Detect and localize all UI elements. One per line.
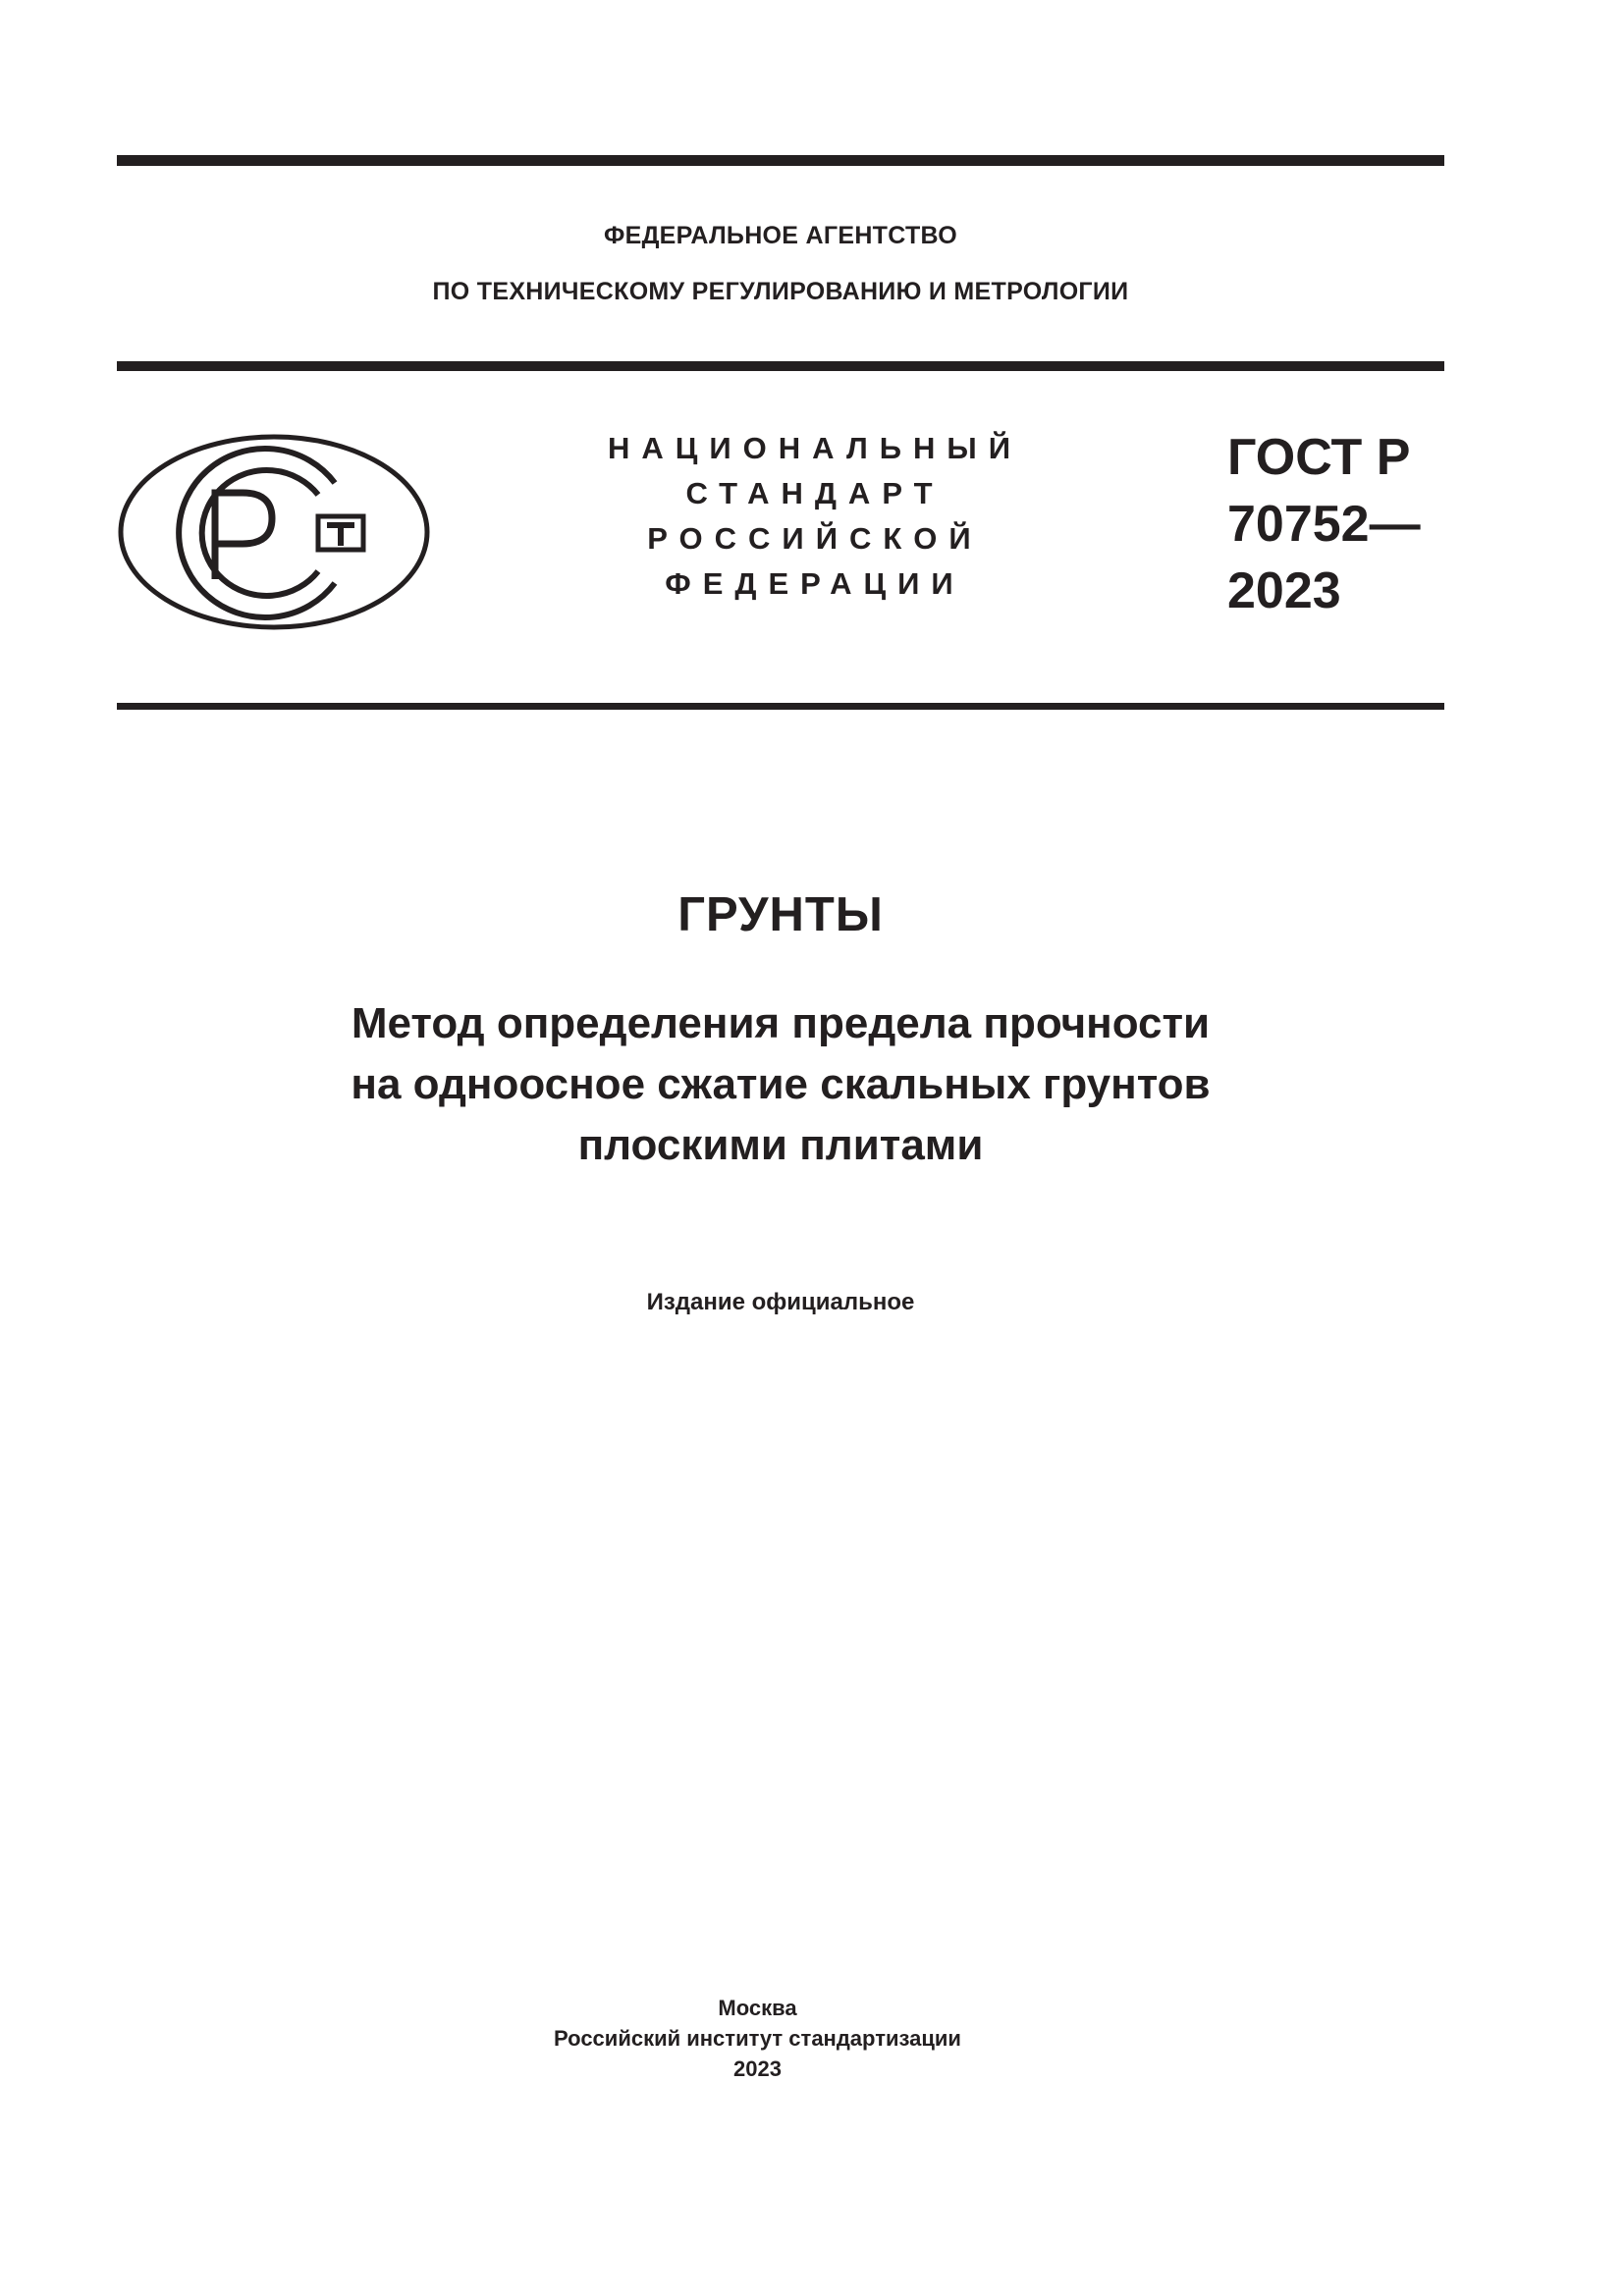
document-title: ГРУНТЫ [677, 888, 884, 941]
designation-line2: 70752— [1227, 496, 1421, 553]
standard-type [589, 426, 1041, 607]
agency-name-line1: ФЕДЕРАЛЬНОЕ АГЕНТСТВО [603, 222, 958, 249]
rst-mark-icon [117, 432, 431, 633]
top-rule [117, 155, 1444, 166]
standard-type-line4: ФЕДЕРАЦИИ [665, 566, 965, 601]
lower-rule [117, 703, 1444, 710]
document-subtitle [0, 993, 1561, 1176]
standard-designation [1227, 424, 1421, 624]
subtitle-line3: плоскими плитами [577, 1121, 984, 1169]
imprint-year: 2023 [733, 2056, 782, 2081]
imprint-publisher: Российский институт стандартизации [554, 2026, 961, 2051]
standard-type-line3: РОССИЙСКОЙ [647, 521, 983, 556]
standard-type-line2: СТАНДАРТ [685, 476, 945, 510]
designation-line3: 2023 [1227, 562, 1341, 619]
standard-type-line1: НАЦИОНАЛЬНЫЙ [607, 431, 1023, 465]
edition-note: Издание официальное [646, 1289, 915, 1315]
subtitle-line1: Метод определения предела прочности [351, 999, 1211, 1047]
middle-rule [117, 361, 1444, 371]
agency-name-line2: ПО ТЕХНИЧЕСКОМУ РЕГУЛИРОВАНИЮ И МЕТРОЛОГИИ [432, 278, 1129, 305]
subtitle-line2: на одноосное сжатие скальных грунтов [351, 1060, 1211, 1108]
imprint-city: Москва [718, 1996, 797, 2020]
designation-line1: ГОСТ Р [1227, 429, 1411, 486]
imprint [0, 1993, 1515, 2084]
